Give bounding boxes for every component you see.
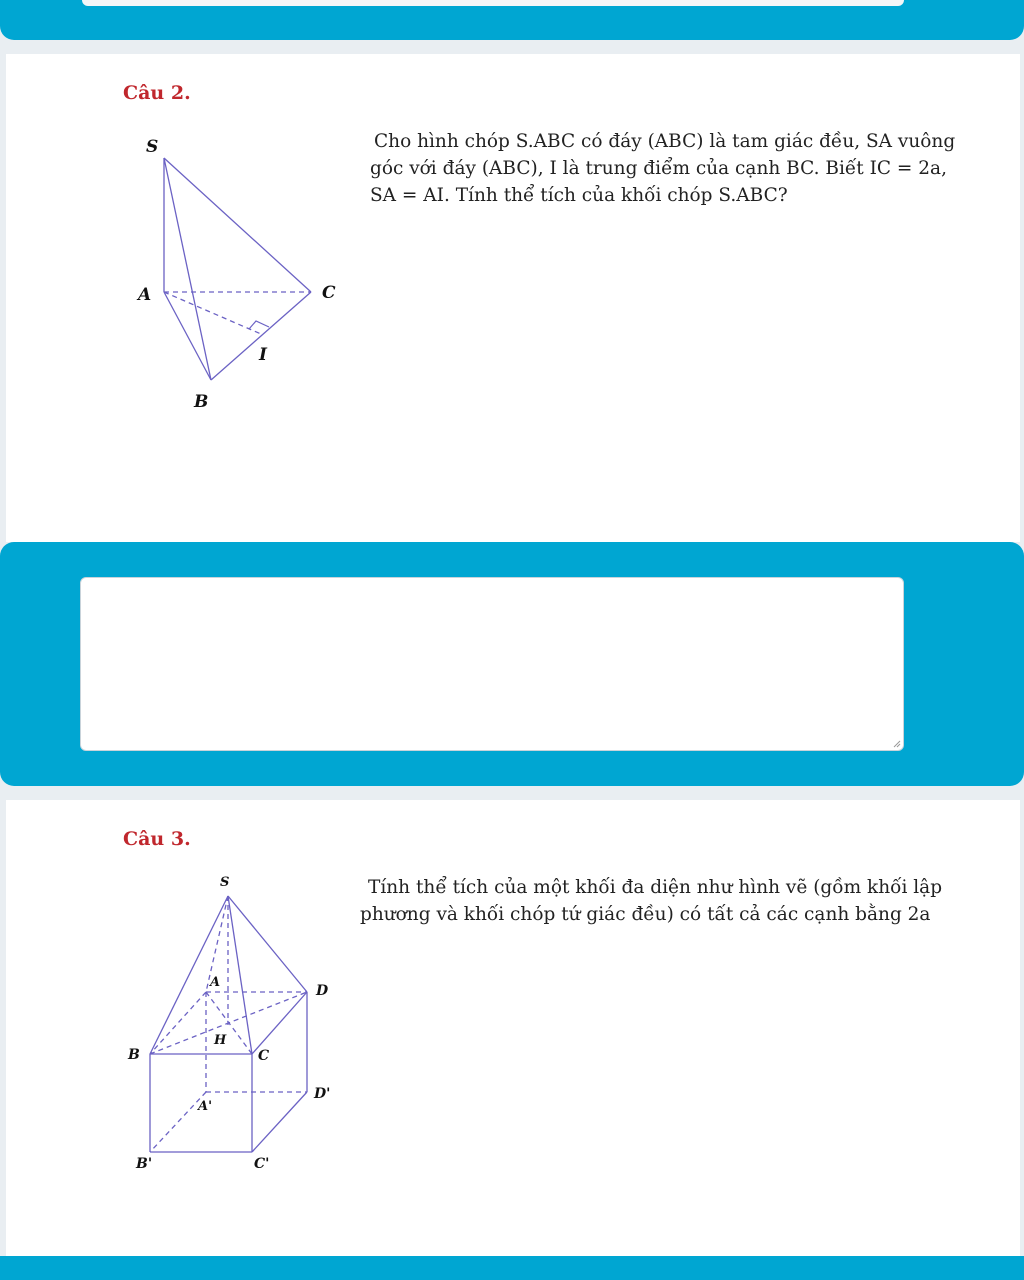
resize-handle-icon[interactable] xyxy=(893,740,901,748)
label-d-prime: D' xyxy=(314,1086,331,1102)
label-c-prime: C' xyxy=(254,1156,270,1172)
question-title: Câu 2. xyxy=(123,82,191,104)
label-c: C xyxy=(322,283,336,303)
label-a-prime: A' xyxy=(198,1099,213,1114)
question-card-2 xyxy=(6,54,1020,542)
right-angle-mark xyxy=(249,321,269,329)
edge-ab xyxy=(164,292,211,380)
label-c: C xyxy=(258,1048,270,1064)
label-s: S xyxy=(146,137,159,157)
text-line: Tính thể tích của một khối đa diện như hình vẽ (gồm khối lập xyxy=(368,877,943,898)
label-b: B xyxy=(128,1047,140,1063)
text-line: phương và khối chóp tứ giác đều) có tất cả các cạnh bằng 2a xyxy=(360,904,931,925)
label-b-prime: B' xyxy=(136,1156,153,1172)
edge-sb xyxy=(164,158,211,380)
edge-sc xyxy=(228,896,252,1054)
diag-bd xyxy=(150,992,307,1054)
cube-pyramid-figure xyxy=(114,862,354,1182)
label-b: B xyxy=(194,392,209,412)
pyramid-figure xyxy=(116,124,346,414)
label-a: A xyxy=(210,975,221,990)
question-text xyxy=(370,128,955,209)
label-h: H xyxy=(214,1033,227,1048)
text-line: Cho hình chóp S.ABC có đáy (ABC) là tam giác đều, SA vuông xyxy=(374,131,956,152)
edge-sc xyxy=(164,158,311,292)
label-s: S xyxy=(220,875,230,890)
text-line: SA = AI. Tính thể tích của khối chóp S.ABC? xyxy=(370,185,788,206)
top-strip xyxy=(82,0,904,6)
edge-ab xyxy=(150,992,206,1054)
edge-bc xyxy=(211,292,311,380)
top-band xyxy=(0,0,1024,40)
text-line: góc với đáy (ABC), I là trung điểm của cạnh BC. Biết IC = 2a, xyxy=(370,158,947,179)
question-title: Câu 3. xyxy=(123,828,191,850)
label-a: A xyxy=(138,285,152,305)
label-d: D xyxy=(316,983,329,999)
question-card-3 xyxy=(6,800,1020,1256)
answer-textarea[interactable] xyxy=(80,577,904,751)
segment-ai xyxy=(164,292,261,334)
label-i: I xyxy=(259,345,267,365)
bottom-band xyxy=(0,1256,1024,1280)
edge-cd xyxy=(252,992,307,1054)
edge-c1d1 xyxy=(252,1092,307,1152)
question-text xyxy=(360,874,942,928)
